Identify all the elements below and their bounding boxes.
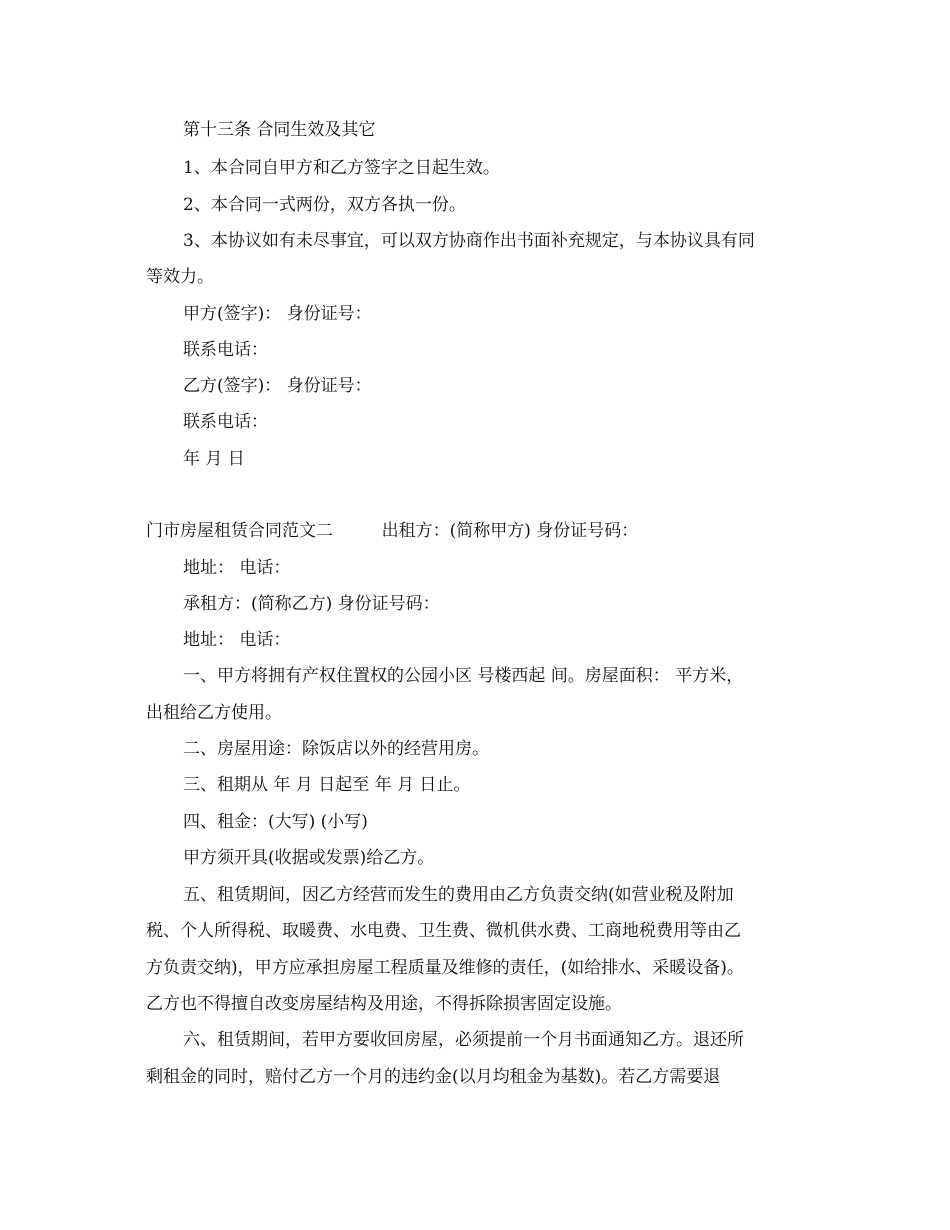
section-13-title: 第十三条 合同生效及其它 — [183, 120, 376, 140]
clause-5-line-1: 五、租赁期间，因乙方经营而发生的费用由乙方负责交纳(如营业税及附加 — [183, 885, 734, 905]
lessee-address: 地址： 电话： — [183, 630, 291, 650]
party-b-signature: 乙方(签字)： 身份证号： — [183, 376, 372, 396]
section-13-item-2: 2、本合同一式两份，双方各执一份。 — [183, 195, 466, 215]
clause-6-line-2: 剩租金的同时，赔付乙方一个月的违约金(以月均租金为基数)。若乙方需要退 — [146, 1067, 721, 1087]
party-a-phone: 联系电话： — [183, 340, 268, 360]
clause-3: 三、租期从 年 月 日起至 年 月 日止。 — [183, 775, 471, 795]
clause-2: 二、房屋用途：除饭店以外的经营用房。 — [183, 739, 489, 759]
clause-5-line-4: 乙方也不得擅自改变房屋结构及用途，不得拆除损害固定设施。 — [146, 994, 622, 1014]
clause-1-line-1: 一、甲方将拥有产权住置权的公园小区 号楼西起 间。房屋面积： 平方米， — [183, 666, 744, 686]
clause-5-line-2: 税、个人所得税、取暖费、水电费、卫生费、微机供水费、工商地税费用等由乙 — [146, 921, 741, 941]
lessor-address: 地址： 电话： — [183, 558, 291, 578]
party-a-signature: 甲方(签字)： 身份证号： — [183, 304, 372, 324]
lessee-info: 承租方：(简称乙方) 身份证号码： — [183, 594, 440, 614]
clause-1-line-2: 出租给乙方使用。 — [146, 703, 282, 723]
section-13-item-3-line-1: 3、本协议如有未尽事宜，可以双方协商作出书面补充规定，与本协议具有同 — [183, 231, 755, 251]
section-13-item-1: 1、本合同自甲方和乙方签字之日起生效。 — [183, 158, 500, 178]
party-b-phone: 联系电话： — [183, 412, 268, 432]
clause-4-receipt: 甲方须开具(收据或发票)给乙方。 — [183, 848, 435, 868]
clause-4: 四、租金：(大写) (小写) — [183, 812, 368, 832]
signature-date: 年 月 日 — [183, 449, 245, 469]
contract-2-heading: 门市房屋租赁合同范文二 出租方：(简称甲方) 身份证号码： — [146, 521, 639, 541]
section-13-item-3-line-2: 等效力。 — [146, 267, 214, 287]
clause-5-line-3: 方负责交纳)，甲方应承担房屋工程质量及维修的责任，(如给排水、采暖设备)。 — [146, 958, 744, 978]
clause-6-line-1: 六、租赁期间，若甲方要收回房屋，必须提前一个月书面通知乙方。退还所 — [183, 1030, 744, 1050]
